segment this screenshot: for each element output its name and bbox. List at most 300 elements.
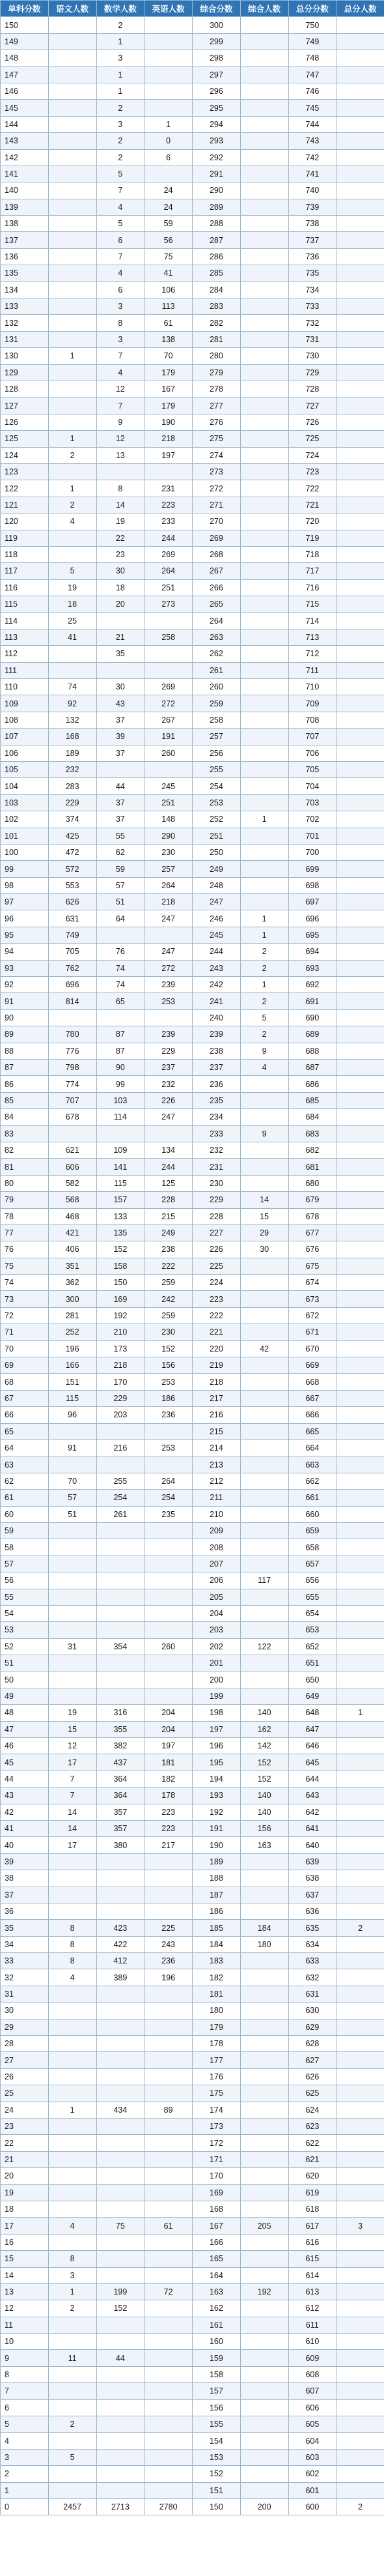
cell-single-score: 69	[1, 1357, 49, 1374]
cell-english-count	[144, 1605, 193, 1621]
cell-total-score: 748	[288, 50, 336, 66]
cell-comprehensive-count	[240, 199, 288, 215]
cell-comprehensive-count: 2	[240, 993, 288, 1009]
cell-english-count: 229	[144, 1043, 193, 1059]
cell-total-score: 654	[288, 1605, 336, 1621]
cell-total-score: 640	[288, 1837, 336, 1853]
cell-chinese-count	[48, 2366, 96, 2382]
cell-math-count: 422	[96, 1936, 144, 1952]
cell-comprehensive-score: 235	[193, 1092, 241, 1108]
cell-total-score: 625	[288, 2085, 336, 2102]
cell-chinese-count: 300	[48, 1291, 96, 1307]
cell-comprehensive-score: 292	[193, 149, 241, 166]
cell-english-count: 61	[144, 315, 193, 331]
cell-total-score: 725	[288, 431, 336, 447]
cell-comprehensive-score: 257	[193, 729, 241, 745]
cell-comprehensive-score: 291	[193, 166, 241, 182]
cell-comprehensive-count	[240, 463, 288, 480]
table-row	[1, 298, 384, 315]
cell-english-count	[144, 1589, 193, 1605]
table-row	[1, 149, 384, 166]
cell-total-count	[336, 1159, 384, 1175]
cell-comprehensive-count	[240, 480, 288, 497]
cell-english-count	[144, 1556, 193, 1572]
cell-chinese-count: 776	[48, 1043, 96, 1059]
cell-total-score: 633	[288, 1953, 336, 1969]
cell-english-count: 236	[144, 1953, 193, 1969]
cell-total-count	[336, 2300, 384, 2317]
cell-total-count	[336, 2234, 384, 2250]
cell-comprehensive-score: 261	[193, 662, 241, 678]
cell-chinese-count: 132	[48, 712, 96, 728]
cell-single-score: 127	[1, 398, 49, 414]
cell-single-score: 67	[1, 1390, 49, 1406]
cell-total-score: 628	[288, 2036, 336, 2052]
cell-single-score: 79	[1, 1192, 49, 1208]
cell-comprehensive-count	[240, 1258, 288, 1274]
cell-math-count	[96, 463, 144, 480]
cell-english-count: 247	[144, 910, 193, 927]
cell-single-score: 0	[1, 2498, 49, 2515]
cell-math-count	[96, 2052, 144, 2068]
cell-single-score: 19	[1, 2184, 49, 2201]
cell-total-count	[336, 877, 384, 893]
cell-english-count	[144, 1572, 193, 1589]
cell-total-count	[336, 232, 384, 248]
cell-english-count: 223	[144, 1804, 193, 1820]
cell-total-count	[336, 1837, 384, 1853]
cell-chinese-count	[48, 398, 96, 414]
cell-english-count: 258	[144, 629, 193, 645]
cell-single-score: 142	[1, 149, 49, 166]
table-row	[1, 1506, 384, 1522]
cell-single-score: 135	[1, 265, 49, 282]
cell-total-count	[336, 1754, 384, 1771]
cell-single-score: 114	[1, 613, 49, 629]
cell-total-count	[336, 794, 384, 811]
cell-total-count	[336, 282, 384, 298]
cell-comprehensive-count: 140	[240, 1705, 288, 1721]
cell-comprehensive-count	[240, 398, 288, 414]
cell-comprehensive-score: 284	[193, 282, 241, 298]
cell-english-count: 254	[144, 1490, 193, 1506]
cell-math-count	[96, 1556, 144, 1572]
cell-math-count: 170	[96, 1374, 144, 1390]
cell-comprehensive-count	[240, 2102, 288, 2118]
cell-math-count	[96, 2135, 144, 2151]
cell-chinese-count	[48, 1655, 96, 1672]
table-row	[1, 944, 384, 960]
cell-single-score: 133	[1, 298, 49, 315]
table-row	[1, 315, 384, 331]
cell-english-count	[144, 1655, 193, 1672]
table-row	[1, 646, 384, 662]
cell-total-count	[336, 1953, 384, 1969]
cell-english-count	[144, 463, 193, 480]
cell-single-score: 22	[1, 2135, 49, 2151]
cell-math-count	[96, 2251, 144, 2267]
cell-single-score: 86	[1, 1076, 49, 1092]
table-row	[1, 1060, 384, 1076]
cell-total-score: 740	[288, 182, 336, 199]
cell-chinese-count	[48, 33, 96, 50]
cell-chinese-count: 5	[48, 2449, 96, 2465]
cell-comprehensive-count	[240, 2317, 288, 2333]
cell-total-score: 634	[288, 1936, 336, 1952]
table-row	[1, 811, 384, 828]
table-row	[1, 729, 384, 745]
cell-english-count: 223	[144, 497, 193, 513]
cell-total-score: 704	[288, 778, 336, 794]
cell-comprehensive-count	[240, 166, 288, 182]
cell-english-count	[144, 2052, 193, 2068]
cell-comprehensive-count: 192	[240, 2283, 288, 2300]
cell-chinese-count	[48, 2234, 96, 2250]
cell-total-score: 684	[288, 1109, 336, 1125]
cell-total-count	[336, 1589, 384, 1605]
cell-math-count	[96, 2433, 144, 2449]
cell-comprehensive-score: 193	[193, 1787, 241, 1804]
cell-total-score: 621	[288, 2151, 336, 2167]
cell-comprehensive-count	[240, 2300, 288, 2317]
table-row	[1, 166, 384, 182]
cell-total-count	[336, 133, 384, 149]
cell-single-score: 97	[1, 894, 49, 910]
cell-single-score: 89	[1, 1026, 49, 1043]
cell-total-count	[336, 149, 384, 166]
cell-comprehensive-score: 288	[193, 216, 241, 232]
cell-math-count	[96, 2383, 144, 2399]
cell-chinese-count	[48, 116, 96, 132]
cell-math-count: 2	[96, 133, 144, 149]
cell-chinese-count: 2	[48, 2416, 96, 2433]
cell-single-score: 18	[1, 2201, 49, 2217]
table-row	[1, 1473, 384, 1489]
cell-comprehensive-score: 259	[193, 695, 241, 712]
cell-single-score: 21	[1, 2151, 49, 2167]
cell-math-count	[96, 2366, 144, 2382]
cell-comprehensive-count	[240, 2482, 288, 2498]
cell-total-score: 747	[288, 66, 336, 83]
cell-chinese-count: 18	[48, 596, 96, 613]
cell-total-count	[336, 1092, 384, 1108]
cell-total-score: 661	[288, 1490, 336, 1506]
cell-comprehensive-score: 176	[193, 2068, 241, 2085]
cell-comprehensive-score: 273	[193, 463, 241, 480]
table-row	[1, 2168, 384, 2184]
cell-chinese-count	[48, 50, 96, 66]
cell-english-count	[144, 2119, 193, 2135]
cell-chinese-count	[48, 315, 96, 331]
table-row	[1, 216, 384, 232]
cell-english-count: 2780	[144, 2498, 193, 2515]
cell-chinese-count: 568	[48, 1192, 96, 1208]
cell-chinese-count	[48, 2019, 96, 2035]
cell-english-count: 253	[144, 993, 193, 1009]
cell-total-count	[336, 2151, 384, 2167]
cell-total-score: 614	[288, 2267, 336, 2283]
cell-total-count	[336, 116, 384, 132]
cell-math-count	[96, 2184, 144, 2201]
cell-english-count: 264	[144, 877, 193, 893]
cell-chinese-count	[48, 414, 96, 430]
cell-single-score: 4	[1, 2433, 49, 2449]
cell-comprehensive-count	[240, 431, 288, 447]
cell-english-count: 235	[144, 1506, 193, 1522]
cell-comprehensive-count	[240, 563, 288, 579]
cell-comprehensive-count	[240, 2135, 288, 2151]
cell-comprehensive-score: 170	[193, 2168, 241, 2184]
cell-english-count	[144, 646, 193, 662]
cell-single-score: 38	[1, 1870, 49, 1887]
cell-total-score: 722	[288, 480, 336, 497]
cell-comprehensive-count: 152	[240, 1771, 288, 1787]
cell-comprehensive-score: 282	[193, 315, 241, 331]
cell-comprehensive-count	[240, 1655, 288, 1672]
table-row	[1, 514, 384, 530]
cell-total-score: 645	[288, 1754, 336, 1771]
cell-total-count	[336, 1672, 384, 1688]
cell-single-score: 40	[1, 1837, 49, 1853]
cell-chinese-count: 14	[48, 1820, 96, 1836]
cell-total-count	[336, 514, 384, 530]
cell-comprehensive-score: 293	[193, 133, 241, 149]
cell-total-score: 680	[288, 1175, 336, 1191]
cell-comprehensive-count	[240, 2416, 288, 2433]
cell-chinese-count	[48, 1887, 96, 1903]
cell-single-score: 36	[1, 1903, 49, 1919]
cell-comprehensive-count	[240, 1969, 288, 1986]
cell-single-score: 47	[1, 1721, 49, 1737]
cell-comprehensive-count	[240, 1440, 288, 1456]
cell-comprehensive-score: 277	[193, 398, 241, 414]
cell-total-score: 714	[288, 613, 336, 629]
cell-single-score: 82	[1, 1142, 49, 1158]
cell-english-count: 272	[144, 695, 193, 712]
cell-math-count: 64	[96, 910, 144, 927]
cell-total-count	[336, 811, 384, 828]
cell-english-count: 237	[144, 1060, 193, 1076]
cell-english-count	[144, 2201, 193, 2217]
cell-chinese-count: 166	[48, 1357, 96, 1374]
cell-comprehensive-score: 217	[193, 1390, 241, 1406]
cell-english-count: 244	[144, 1159, 193, 1175]
cell-comprehensive-score: 249	[193, 861, 241, 877]
cell-comprehensive-score: 207	[193, 1556, 241, 1572]
cell-comprehensive-score: 161	[193, 2317, 241, 2333]
table-row	[1, 1456, 384, 1473]
cell-english-count	[144, 166, 193, 182]
cell-total-score: 630	[288, 2003, 336, 2019]
cell-total-score: 608	[288, 2366, 336, 2382]
header-total-score: 总分分数	[288, 1, 336, 17]
cell-comprehensive-score: 247	[193, 894, 241, 910]
cell-english-count: 186	[144, 1390, 193, 1406]
cell-comprehensive-count	[240, 447, 288, 463]
cell-single-score: 124	[1, 447, 49, 463]
cell-comprehensive-score: 198	[193, 1705, 241, 1721]
table-row	[1, 2399, 384, 2416]
cell-math-count	[96, 1655, 144, 1672]
cell-math-count: 37	[96, 794, 144, 811]
cell-chinese-count: 780	[48, 1026, 96, 1043]
cell-total-score: 723	[288, 463, 336, 480]
table-row	[1, 447, 384, 463]
cell-math-count: 357	[96, 1820, 144, 1836]
cell-single-score: 23	[1, 2119, 49, 2135]
cell-total-count	[336, 166, 384, 182]
cell-comprehensive-count	[240, 861, 288, 877]
cell-chinese-count	[48, 1556, 96, 1572]
cell-total-score: 644	[288, 1771, 336, 1787]
cell-comprehensive-score: 213	[193, 1456, 241, 1473]
table-row	[1, 712, 384, 728]
cell-comprehensive-score: 158	[193, 2366, 241, 2382]
cell-english-count: 218	[144, 431, 193, 447]
cell-comprehensive-count: 205	[240, 2218, 288, 2234]
cell-single-score: 63	[1, 1456, 49, 1473]
cell-comprehensive-score: 166	[193, 2234, 241, 2250]
cell-total-score: 611	[288, 2317, 336, 2333]
cell-math-count	[96, 2482, 144, 2498]
cell-english-count: 244	[144, 530, 193, 546]
cell-english-count: 197	[144, 447, 193, 463]
cell-total-count	[336, 1026, 384, 1043]
cell-single-score: 129	[1, 364, 49, 381]
cell-comprehensive-count: 140	[240, 1787, 288, 1804]
cell-math-count	[96, 1853, 144, 1870]
cell-single-score: 16	[1, 2234, 49, 2250]
cell-english-count	[144, 1539, 193, 1556]
cell-comprehensive-count	[240, 761, 288, 777]
cell-chinese-count	[48, 2068, 96, 2085]
cell-single-score: 17	[1, 2218, 49, 2234]
cell-english-count: 148	[144, 811, 193, 828]
cell-total-score: 671	[288, 1324, 336, 1340]
cell-chinese-count: 115	[48, 1390, 96, 1406]
cell-single-score: 83	[1, 1125, 49, 1142]
cell-single-score: 150	[1, 17, 49, 33]
cell-total-count	[336, 1374, 384, 1390]
cell-single-score: 147	[1, 66, 49, 83]
cell-english-count	[144, 2168, 193, 2184]
cell-total-count	[336, 33, 384, 50]
cell-single-score: 29	[1, 2019, 49, 2035]
cell-single-score: 44	[1, 1771, 49, 1787]
cell-comprehensive-score: 150	[193, 2498, 241, 2515]
cell-english-count: 178	[144, 1787, 193, 1804]
cell-single-score: 48	[1, 1705, 49, 1721]
cell-total-count	[336, 1275, 384, 1291]
cell-single-score: 128	[1, 381, 49, 397]
cell-total-count	[336, 315, 384, 331]
cell-comprehensive-score: 295	[193, 100, 241, 116]
header-row	[1, 1, 384, 17]
cell-single-score: 72	[1, 1307, 49, 1324]
cell-comprehensive-score: 206	[193, 1572, 241, 1589]
cell-single-score: 103	[1, 794, 49, 811]
cell-chinese-count	[48, 66, 96, 83]
cell-math-count: 8	[96, 480, 144, 497]
cell-comprehensive-count	[240, 1324, 288, 1340]
table-row	[1, 248, 384, 265]
table-row	[1, 282, 384, 298]
cell-single-score: 57	[1, 1556, 49, 1572]
cell-comprehensive-score: 244	[193, 944, 241, 960]
cell-math-count: 13	[96, 447, 144, 463]
table-row	[1, 613, 384, 629]
table-row	[1, 2036, 384, 2052]
cell-chinese-count: 96	[48, 1407, 96, 1423]
cell-total-score: 668	[288, 1374, 336, 1390]
cell-single-score: 111	[1, 662, 49, 678]
cell-single-score: 131	[1, 331, 49, 347]
cell-total-count	[336, 1125, 384, 1142]
cell-math-count: 115	[96, 1175, 144, 1191]
cell-comprehensive-count	[240, 1556, 288, 1572]
cell-total-score: 664	[288, 1440, 336, 1456]
table-row	[1, 1754, 384, 1771]
cell-total-score: 666	[288, 1407, 336, 1423]
cell-single-score: 73	[1, 1291, 49, 1307]
cell-single-score: 33	[1, 1953, 49, 1969]
table-row	[1, 1258, 384, 1274]
table-row	[1, 1539, 384, 1556]
cell-total-score: 738	[288, 216, 336, 232]
cell-math-count	[96, 2201, 144, 2217]
table-row	[1, 745, 384, 761]
cell-single-score: 141	[1, 166, 49, 182]
cell-comprehensive-score: 255	[193, 761, 241, 777]
cell-total-count	[336, 778, 384, 794]
cell-total-count	[336, 1622, 384, 1638]
cell-comprehensive-count	[240, 1407, 288, 1423]
table-row	[1, 1638, 384, 1655]
cell-comprehensive-score: 172	[193, 2135, 241, 2151]
cell-english-count	[144, 83, 193, 99]
cell-chinese-count	[48, 2317, 96, 2333]
cell-total-count	[336, 1258, 384, 1274]
cell-total-count	[336, 2482, 384, 2498]
cell-total-score: 746	[288, 83, 336, 99]
cell-chinese-count: 1	[48, 2102, 96, 2118]
cell-total-count	[336, 2068, 384, 2085]
cell-single-score: 32	[1, 1969, 49, 1986]
cell-comprehensive-count	[240, 2267, 288, 2283]
cell-single-score: 139	[1, 199, 49, 215]
cell-total-count	[336, 1208, 384, 1224]
cell-math-count: 51	[96, 894, 144, 910]
cell-single-score: 99	[1, 861, 49, 877]
cell-math-count: 1	[96, 33, 144, 50]
cell-total-score: 675	[288, 1258, 336, 1274]
cell-math-count: 7	[96, 248, 144, 265]
table-row	[1, 910, 384, 927]
cell-single-score: 52	[1, 1638, 49, 1655]
table-row	[1, 2201, 384, 2217]
cell-math-count: 423	[96, 1920, 144, 1936]
cell-single-score: 110	[1, 679, 49, 695]
cell-total-count	[336, 298, 384, 315]
cell-comprehensive-count	[240, 232, 288, 248]
cell-math-count: 7	[96, 182, 144, 199]
cell-single-score: 140	[1, 182, 49, 199]
cell-total-score: 689	[288, 1026, 336, 1043]
cell-comprehensive-count: 163	[240, 1837, 288, 1853]
table-row	[1, 100, 384, 116]
table-row	[1, 1936, 384, 1952]
cell-chinese-count: 8	[48, 2251, 96, 2267]
